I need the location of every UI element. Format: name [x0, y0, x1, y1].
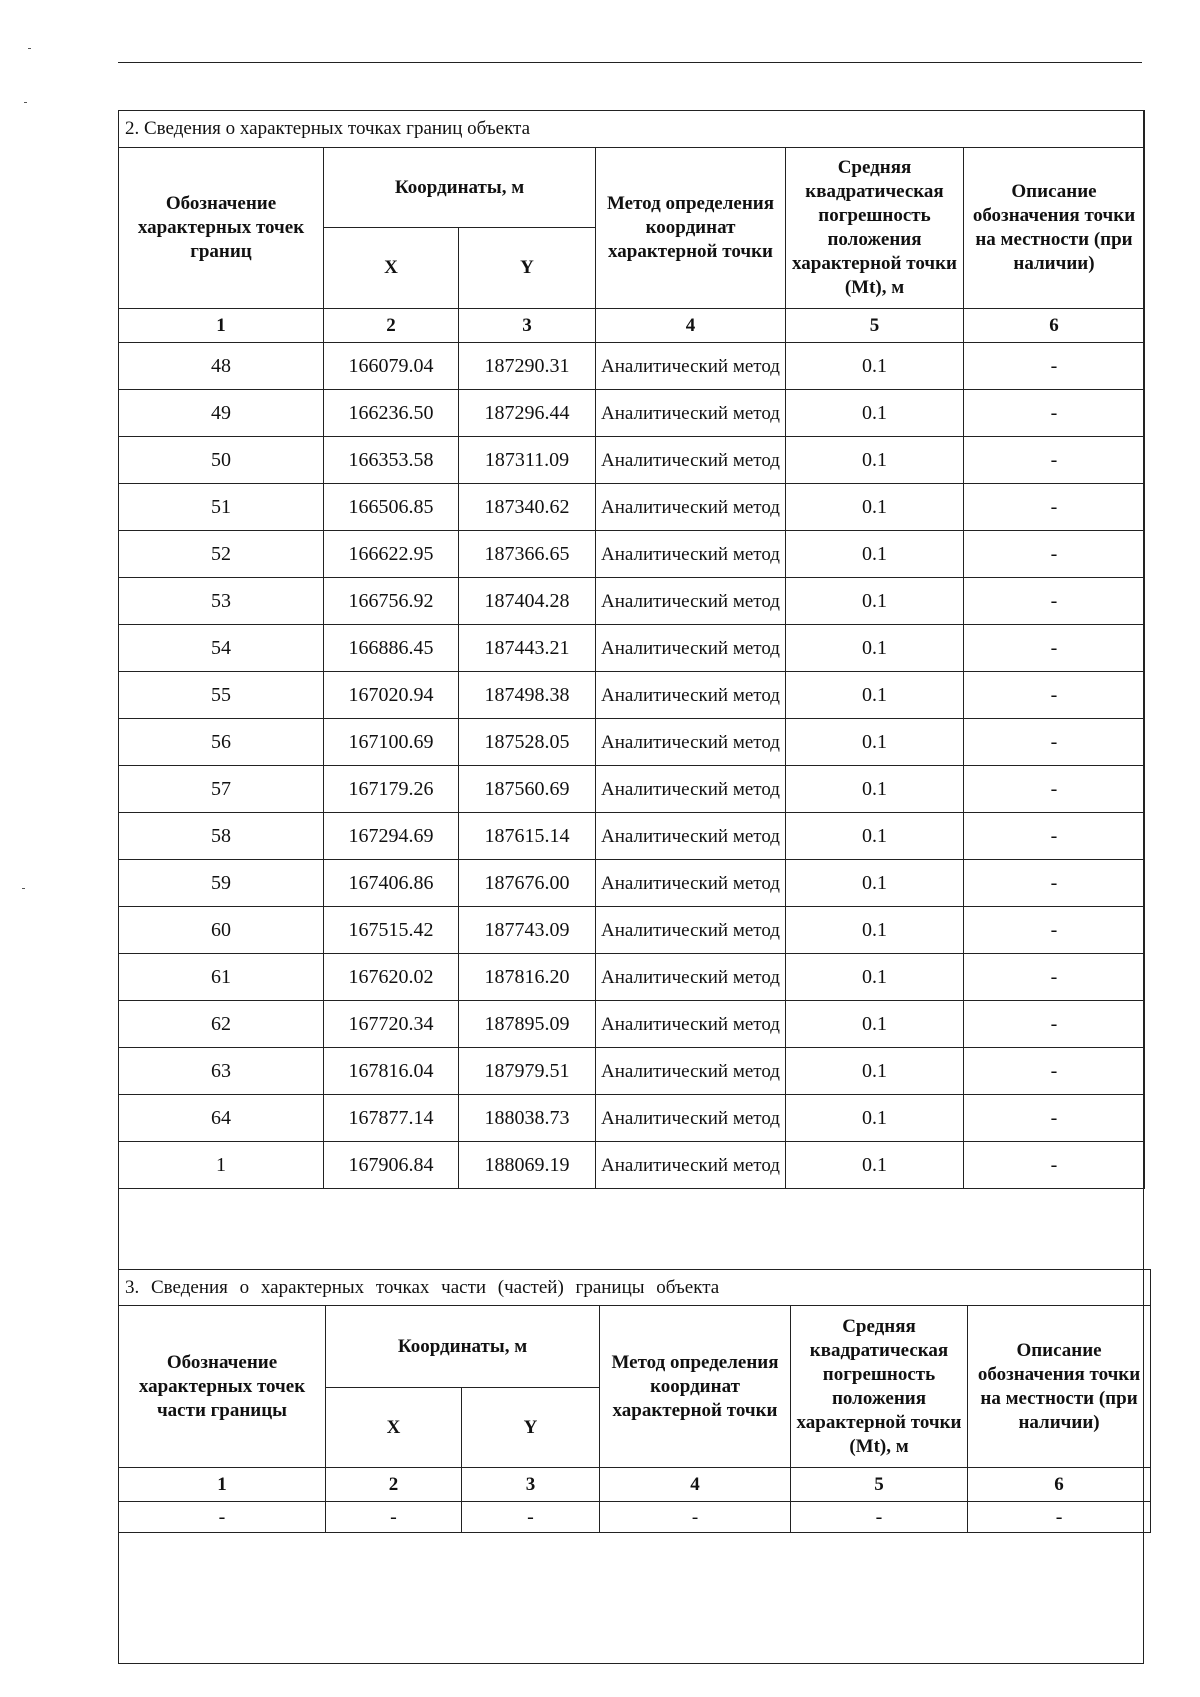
table-row: [119, 813, 1145, 860]
y-coordinate-cell: -: [462, 1502, 600, 1533]
method-cell: Аналитический метод: [596, 484, 786, 531]
column-number: 1: [119, 1468, 326, 1502]
mean-error-cell: 0.1: [786, 578, 964, 625]
x-coordinate-cell: 167020.94: [324, 672, 459, 719]
y-coordinate-cell: 187528.05: [459, 719, 596, 766]
table-row: [119, 954, 1145, 1001]
description-cell: -: [964, 437, 1145, 484]
method-cell: Аналитический метод: [596, 1048, 786, 1095]
mean-error-cell: 0.1: [786, 719, 964, 766]
mean-error-cell: 0.1: [786, 672, 964, 719]
point-id-cell: 56: [119, 719, 324, 766]
description-cell: -: [964, 343, 1145, 390]
mean-error-cell: 0.1: [786, 531, 964, 578]
x-coordinate-cell: 166622.95: [324, 531, 459, 578]
description-cell: -: [964, 860, 1145, 907]
method-cell: Аналитический метод: [596, 860, 786, 907]
table-row: [119, 1095, 1145, 1142]
mean-error-cell: 0.1: [786, 1001, 964, 1048]
x-coordinate-cell: -: [326, 1502, 462, 1533]
method-cell: Аналитический метод: [596, 672, 786, 719]
y-coordinate-cell: 187443.21: [459, 625, 596, 672]
scan-speck: [28, 48, 31, 49]
x-coordinate-cell: 166756.92: [324, 578, 459, 625]
x-coordinate-cell: 166353.58: [324, 437, 459, 484]
mean-error-cell: 0.1: [786, 1142, 964, 1189]
point-id-cell: 52: [119, 531, 324, 578]
column-number: 2: [326, 1468, 462, 1502]
y-coordinate-cell: 187979.51: [459, 1048, 596, 1095]
description-cell: -: [964, 813, 1145, 860]
column-number: 6: [964, 309, 1145, 343]
header-designation: Обозначение характерных точек части границы: [119, 1306, 326, 1468]
description-cell: -: [964, 1095, 1145, 1142]
y-coordinate-cell: 187816.20: [459, 954, 596, 1001]
description-cell: -: [964, 578, 1145, 625]
header-coordinates: Координаты, м: [326, 1306, 600, 1388]
mean-error-cell: 0.1: [786, 1095, 964, 1142]
section-3-title: 3. Сведения о характерных точках части (частей) границы объекта: [119, 1270, 1151, 1306]
header-method: Метод определения координат характерной точки: [600, 1306, 791, 1468]
description-cell: -: [964, 766, 1145, 813]
y-coordinate-cell: 187290.31: [459, 343, 596, 390]
column-number: 2: [324, 309, 459, 343]
mean-error-cell: 0.1: [786, 860, 964, 907]
table-row: [119, 578, 1145, 625]
table-row: [119, 860, 1145, 907]
x-coordinate-cell: 167620.02: [324, 954, 459, 1001]
method-cell: Аналитический метод: [596, 1095, 786, 1142]
x-coordinate-cell: 167179.26: [324, 766, 459, 813]
point-id-cell: 63: [119, 1048, 324, 1095]
method-cell: Аналитический метод: [596, 1001, 786, 1048]
x-coordinate-cell: 167877.14: [324, 1095, 459, 1142]
description-cell: -: [964, 954, 1145, 1001]
table-row: [119, 390, 1145, 437]
x-coordinate-cell: 167906.84: [324, 1142, 459, 1189]
point-id-cell: 49: [119, 390, 324, 437]
header-designation: Обозначение характерных точек границ: [119, 148, 324, 309]
point-id-cell: 54: [119, 625, 324, 672]
mean-error-cell: 0.1: [786, 484, 964, 531]
method-cell: Аналитический метод: [596, 907, 786, 954]
point-id-cell: 59: [119, 860, 324, 907]
point-id-cell: -: [119, 1502, 326, 1533]
table-row: [119, 1048, 1145, 1095]
point-id-cell: 61: [119, 954, 324, 1001]
point-id-cell: 51: [119, 484, 324, 531]
method-cell: Аналитический метод: [596, 1142, 786, 1189]
method-cell: Аналитический метод: [596, 343, 786, 390]
description-cell: -: [964, 719, 1145, 766]
y-coordinate-cell: 187296.44: [459, 390, 596, 437]
page-top-rule: [118, 62, 1142, 63]
column-number: 1: [119, 309, 324, 343]
point-id-cell: 62: [119, 1001, 324, 1048]
description-cell: -: [964, 1048, 1145, 1095]
header-mean-error: Средняя квадратическая погрешность положения характерной точки (Mt), м: [786, 148, 964, 309]
column-number: 3: [459, 309, 596, 343]
x-coordinate-cell: 166236.50: [324, 390, 459, 437]
table-row: [119, 1502, 1151, 1533]
point-id-cell: 64: [119, 1095, 324, 1142]
point-id-cell: 55: [119, 672, 324, 719]
x-coordinate-cell: 166506.85: [324, 484, 459, 531]
boundary-points-table: [118, 110, 1145, 1189]
column-number: 3: [462, 1468, 600, 1502]
method-cell: Аналитический метод: [596, 813, 786, 860]
method-cell: Аналитический метод: [596, 954, 786, 1001]
method-cell: Аналитический метод: [596, 719, 786, 766]
column-number: 6: [968, 1468, 1151, 1502]
y-coordinate-cell: 187615.14: [459, 813, 596, 860]
header-mean-error: Средняя квадратическая погрешность положения характерной точки (Mt), м: [791, 1306, 968, 1468]
method-cell: Аналитический метод: [596, 437, 786, 484]
y-coordinate-cell: 187560.69: [459, 766, 596, 813]
x-coordinate-cell: 167816.04: [324, 1048, 459, 1095]
column-number: 4: [600, 1468, 791, 1502]
header-coordinates: Координаты, м: [324, 148, 596, 228]
description-cell: -: [964, 531, 1145, 578]
table-row: [119, 719, 1145, 766]
point-id-cell: 60: [119, 907, 324, 954]
header-description: Описание обозначения точки на местности (при наличии): [968, 1306, 1151, 1468]
y-coordinate-cell: 187366.65: [459, 531, 596, 578]
header-x: X: [324, 228, 459, 309]
mean-error-cell: 0.1: [786, 813, 964, 860]
description-cell: -: [964, 390, 1145, 437]
method-cell: Аналитический метод: [596, 390, 786, 437]
mean-error-cell: 0.1: [786, 1048, 964, 1095]
mean-error-cell: 0.1: [786, 954, 964, 1001]
y-coordinate-cell: 188069.19: [459, 1142, 596, 1189]
point-id-cell: 1: [119, 1142, 324, 1189]
description-cell: -: [964, 907, 1145, 954]
header-y: Y: [462, 1388, 600, 1468]
header-description: Описание обозначения точки на местности (при наличии): [964, 148, 1145, 309]
description-cell: -: [968, 1502, 1151, 1533]
table-row: [119, 672, 1145, 719]
table-row: [119, 766, 1145, 813]
table-row: [119, 1001, 1145, 1048]
table-row: [119, 343, 1145, 390]
point-id-cell: 53: [119, 578, 324, 625]
scan-speck: [24, 102, 27, 103]
y-coordinate-cell: 187311.09: [459, 437, 596, 484]
table-row: [119, 437, 1145, 484]
point-id-cell: 57: [119, 766, 324, 813]
x-coordinate-cell: 166079.04: [324, 343, 459, 390]
x-coordinate-cell: 166886.45: [324, 625, 459, 672]
x-coordinate-cell: 167294.69: [324, 813, 459, 860]
column-number: 4: [596, 309, 786, 343]
x-coordinate-cell: 167100.69: [324, 719, 459, 766]
description-cell: -: [964, 484, 1145, 531]
y-coordinate-cell: 187340.62: [459, 484, 596, 531]
method-cell: Аналитический метод: [596, 578, 786, 625]
method-cell: Аналитический метод: [596, 766, 786, 813]
part-boundary-points-table: [118, 1269, 1151, 1533]
mean-error-cell: 0.1: [786, 390, 964, 437]
table-row: [119, 484, 1145, 531]
x-coordinate-cell: 167720.34: [324, 1001, 459, 1048]
y-coordinate-cell: 187404.28: [459, 578, 596, 625]
y-coordinate-cell: 187743.09: [459, 907, 596, 954]
column-number: 5: [791, 1468, 968, 1502]
point-id-cell: 50: [119, 437, 324, 484]
description-cell: -: [964, 1142, 1145, 1189]
description-cell: -: [964, 625, 1145, 672]
y-coordinate-cell: 187895.09: [459, 1001, 596, 1048]
method-cell: Аналитический метод: [596, 531, 786, 578]
mean-error-cell: 0.1: [786, 907, 964, 954]
section-2-title: 2. Сведения о характерных точках границ объекта: [119, 111, 1145, 148]
point-id-cell: 58: [119, 813, 324, 860]
column-number: 5: [786, 309, 964, 343]
table-row: [119, 907, 1145, 954]
point-id-cell: 48: [119, 343, 324, 390]
x-coordinate-cell: 167406.86: [324, 860, 459, 907]
description-cell: -: [964, 1001, 1145, 1048]
header-y: Y: [459, 228, 596, 309]
mean-error-cell: 0.1: [786, 437, 964, 484]
mean-error-cell: 0.1: [786, 343, 964, 390]
y-coordinate-cell: 187498.38: [459, 672, 596, 719]
mean-error-cell: 0.1: [786, 625, 964, 672]
method-cell: -: [600, 1502, 791, 1533]
scan-speck: [22, 888, 25, 889]
description-cell: -: [964, 672, 1145, 719]
mean-error-cell: 0.1: [786, 766, 964, 813]
method-cell: Аналитический метод: [596, 625, 786, 672]
mean-error-cell: -: [791, 1502, 968, 1533]
table-row: [119, 531, 1145, 578]
y-coordinate-cell: 188038.73: [459, 1095, 596, 1142]
x-coordinate-cell: 167515.42: [324, 907, 459, 954]
table-row: [119, 1142, 1145, 1189]
header-method: Метод определения координат характерной точки: [596, 148, 786, 309]
table-row: [119, 625, 1145, 672]
y-coordinate-cell: 187676.00: [459, 860, 596, 907]
header-x: X: [326, 1388, 462, 1468]
